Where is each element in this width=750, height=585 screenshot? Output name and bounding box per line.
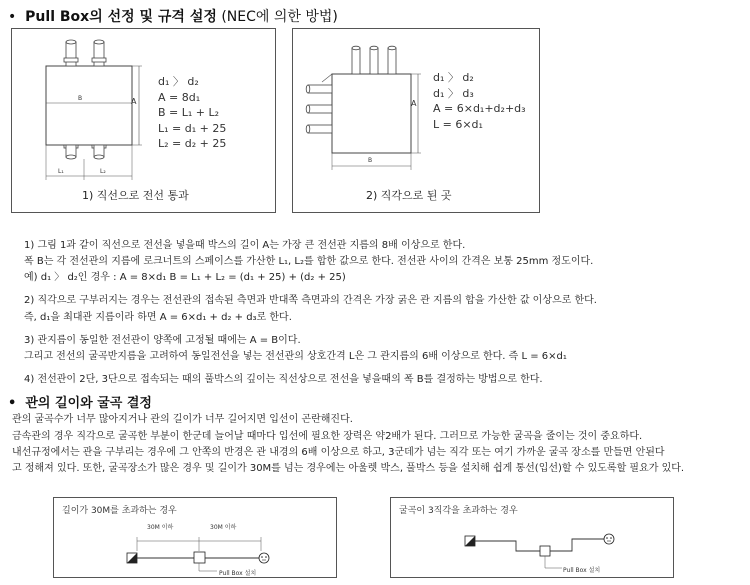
fig1-formulas [158,74,226,152]
body-line: 금속관의 경우 직각으로 굴곡한 부분이 한군데 늘어날 때마다 입선에 필요한 장력은 약2배가 된다. 그러므로 가능한 굴곡을 줄이는 것이 중요하다. [12,431,643,442]
diagram1-span2: 30M 이하 [210,524,237,531]
formula-line: B = L₁ + L₂ [158,106,220,119]
formula-line: L₂ = d₂ + 25 [158,137,227,150]
fig2-caption: 2) 직각으로 된 곳 [366,189,452,202]
bullet: • [8,9,17,25]
diagram1-span1: 30M 이하 [147,524,174,531]
fig2-formulas [433,70,526,132]
diagram1-pullbox-label: Pull Box 설치 [219,570,257,577]
formula-line: A = 6×d₁+d₂+d₃ [433,102,526,115]
body-line: 고 정해져 있다. 또한, 굴곡장소가 많은 경우 및 길이가 30M를 넘는 경우에는 아울렛 박스, 풀박스 등을 설치해 쉽게 통선(입선)할 수 있도록할 필요가 있다. [12,463,685,474]
fig1-label-b: B [78,95,83,102]
note-1-example: 예) d₁ 〉 d₂인 경우 : A = 8×d₁ B = L₁ + L₂ = (d₁ + 25) + (d₂ + 25) [24,272,346,283]
diagram2-title: 굴곡이 3직각을 초과하는 경우 [399,506,518,516]
diagram2-pullbox-label: Pull Box 설치 [563,567,601,574]
note-3: 3) 관지름이 동일한 전선관이 양쪽에 고정될 때에는 A = B이다. [24,335,301,346]
formula-line: d₁ 〉 d₂ [433,71,474,84]
fig2-label-a: A [411,99,417,108]
fig2-label-b: B [368,157,373,164]
heading-text: 관의 길이와 굴곡 결정 [25,396,152,411]
diagram1-title: 길이가 30M를 초과하는 경우 [62,506,177,516]
fig1-label-l2: L₂ [100,168,106,175]
section-heading-pull-box [8,6,338,26]
body-line: 관의 굴곡수가 너무 많아지거나 관의 길이가 너무 길어지면 입선이 곤란해진다. [12,414,353,425]
heading-normal-text: (NEC에 의한 방법) [221,9,338,25]
formula-line: d₁ 〉 d₃ [433,86,474,100]
heading-bold-text: Pull Box의 선정 및 규격 설정 [25,9,217,25]
note-3-cont: 그리고 전선의 굴곡반지름을 고려하여 동일전선을 넣는 전선관의 상호간격 L은 그 관지름의 6배 이상으로 한다. 즉 L = 6×d₁ [24,351,567,362]
note-4: 4) 전선관이 2단, 3단으로 접속되는 때의 풀박스의 깊이는 직선상으로 전선을 넣을때의 폭 B를 결정하는 방법으로 한다. [24,374,543,385]
fig1-caption: 1) 직선으로 전선 통과 [82,189,189,202]
formula-line: L₁ = d₁ + 25 [158,121,227,135]
formula-line: d₁ 〉 d₂ [158,75,199,88]
formula-line: A = 8d₁ [158,90,201,104]
note-2-cont: 즉, d₁을 최대관 지름이라 하면 A = 6×d₁ + d₂ + d₃로 한다. [24,312,292,323]
fig1-label-a: A [131,97,137,106]
diagram1-drawing [53,497,336,577]
fig1-label-l1: L₁ [58,168,64,175]
figure1-drawing [11,28,275,212]
formula-line: L = 6×d₁ [433,117,483,131]
bullet: • [8,396,17,411]
note-2: 2) 직각으로 구부러지는 경우는 전선관의 접속된 측면과 반대쪽 측면과의 간격은 가장 굵은 관 지름의 합을 가산한 값 이상으로 한다. [24,295,597,306]
note-1: 1) 그림 1과 같이 직선으로 전선을 넣을때 박스의 길이 A는 가장 큰 전선관 지름의 8배 이상으로 한다. [24,240,466,251]
body-line: 내선규정에서는 관을 구부리는 경우에 그 안쪽의 반경은 관 내경의 6배 이상으로 하고, 3군데가 넘는 직각 또는 여기 가까운 굴곡 장소를 만들면 안된다 [12,447,665,458]
diagram2-drawing [390,497,673,577]
note-1-cont: 폭 B는 각 전선관의 지름에 로크너트의 스페이스를 가산한 L₁, L₂를 합한 값으로 한다. 전선관 사이의 간격은 보통 25mm 정도이다. [24,256,594,267]
section-heading-length-bend [8,392,152,411]
